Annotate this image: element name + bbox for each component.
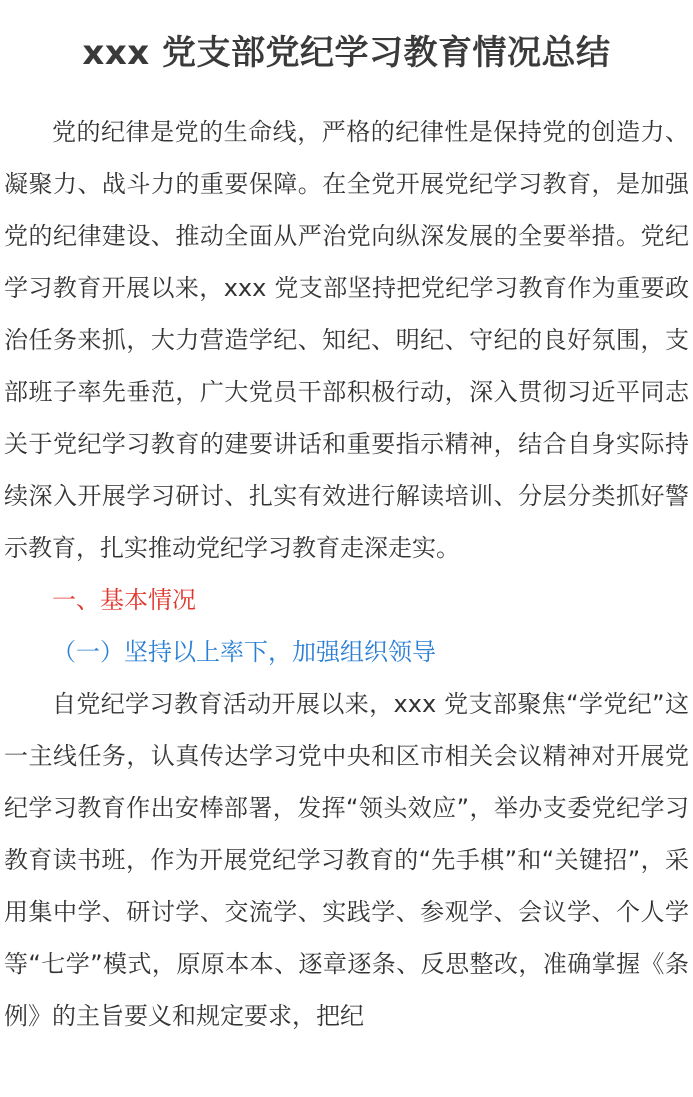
- section-heading: 一、基本情况: [52, 586, 196, 614]
- body-paragraph: 自党纪学习教育活动开展以来，xxx 党支部聚焦“学党纪”这一主线任务，认真传达学习党中央和区市相关会议精神对开展党纪学习教育作出安棒部署，发挥“领头效应”，举办支委党纪学习教育读书班，作为开展党纪学习教育的“先手棋”和“关键招”，采用集中学、研讨学、交流学、实践学、参观学、会议学、个人学等“七学”模式，原原本本、逐章逐条、反思整改，准确掌握《条例》的主旨要义和规定要求，把纪: [4, 690, 689, 1030]
- document-body: [4, 106, 689, 1042]
- intro-paragraph: 党的纪律是党的生命线，严格的纪律性是保持党的创造力、凝聚力、战斗力的重要保障。在全党开展党纪学习教育，是加强党的纪律建设、推动全面从严治党向纵深发展的全要举措。党纪学习教育开展以来，xxx 党支部坚持把党纪学习教育作为重要政治任务来抓，大力营造学纪、知纪、明纪、守纪的良好氛围，支部班子率先垂范，广大党员干部积极行动，深入贯彻习近平同志关于党纪学习教育的建要讲话和重要指示精神，结合自身实际持续深入开展学习研讨、扎实有效进行解读培训、分层分类抓好警示教育，扎实推动党纪学习教育走深走实。: [4, 118, 689, 562]
- document-title: xxx 党支部党纪学习教育情况总结: [82, 33, 611, 73]
- subsection-heading: （一）坚持以上率下，加强组织领导: [52, 638, 436, 666]
